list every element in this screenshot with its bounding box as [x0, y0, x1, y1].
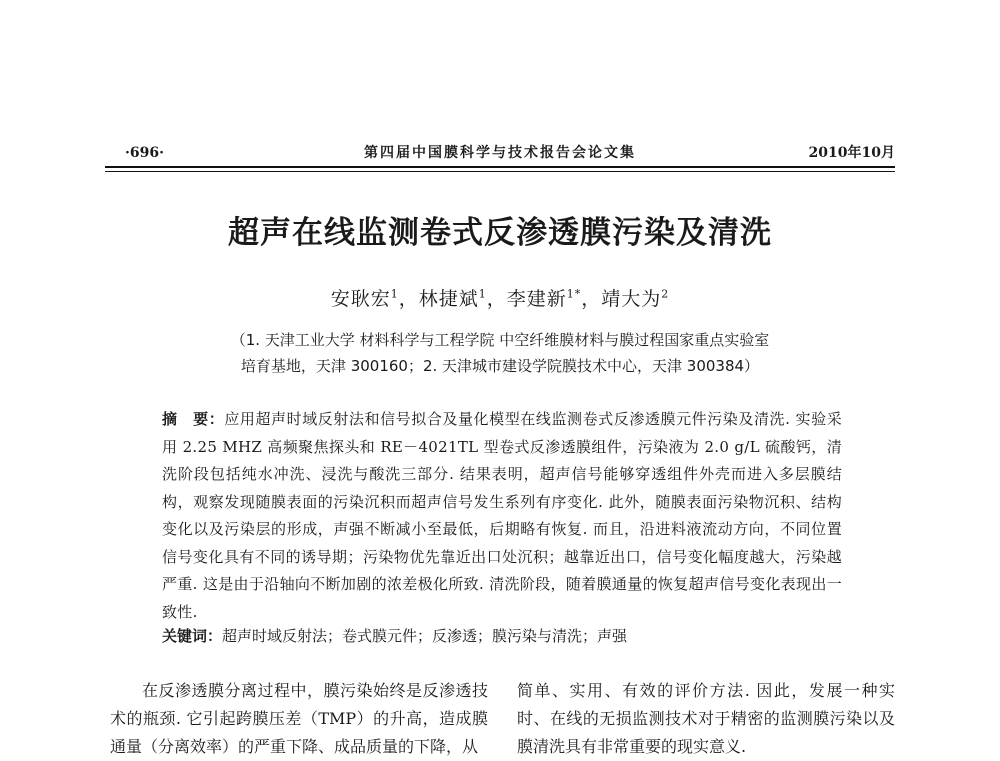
publication-date: 2010年10月 [808, 145, 895, 161]
author-name: 靖大为 [601, 288, 662, 310]
header-rule-thick [105, 166, 895, 168]
abstract-text: 应用超声时域反射法和信号拟合及量化模型在线监测卷式反渗透膜元件污染及清洗. 实验采用 2.25 MHZ 高频聚焦探头和 RE－4021TL 型卷式反渗透膜组件，污染液为 2.0 g/L 硫酸钙，清洗阶段包括纯水冲洗、浸洗与酸洗三部分. 结果表明，超声信号能够穿透组件外壳而进入多层膜结构，观察发现随膜表面的污染沉积而超声信号发生系列有序变化. 此外，随膜表面污染物沉积、结构变化以及污染层的形成，声强不断减小至最低，后期略有恢复. 而且，沿进料液流动方向，不同位置信号变化具有不同的诱导期；污染物优先靠近出口处沉积；越靠近出口，信号变化幅度越大，污染越严重. 这是由于沿轴向不断加剧的浓差极化所致. 清洗阶段，随着膜通量的恢复超声信号变化表现出一致性. [162, 410, 842, 621]
page-number: ·696· [125, 145, 164, 161]
affiliation-line-2: 培育基地，天津 300160；2. 天津城市建设学院膜技术中心，天津 300384） [240, 357, 760, 375]
author-name: 李建新 [506, 288, 567, 310]
author-name: 林捷斌 [418, 288, 479, 310]
proceedings-name: 第四届中国膜科学与技术报告会论文集 [364, 145, 636, 161]
running-header [105, 141, 895, 167]
author-mark: 1 [390, 287, 399, 301]
body-right-column [517, 677, 895, 761]
author-mark: 1* [566, 287, 582, 301]
body-paragraph: 简单、实用、有效的评价方法. 因此，发展一种实时、在线的无损监测技术对于精密的监测膜污染以及膜清洗具有非常重要的现实意义. [517, 681, 895, 756]
abstract-label: 摘 要： [162, 410, 225, 428]
keywords-text: 超声时域反射法；卷式膜元件；反渗透；膜污染与清洗；声强 [222, 627, 628, 645]
keywords-label: 关键词： [162, 627, 223, 645]
keywords [162, 624, 842, 648]
abstract [162, 406, 842, 626]
author-name: 安耿宏 [330, 288, 391, 310]
affiliation-line-1: （1. 天津工业大学 材料科学与工程学院 中空纤维膜材料与膜过程国家重点实验室 [230, 331, 770, 349]
body-left-column: 在反渗透膜分离过程中，膜污染始终是反渗透技术的瓶颈. 它引起跨膜压差（TMP）的升高，造成膜通量（分离效率）的严重下降、成品质量的下降，从 [110, 681, 488, 756]
paper-title: 超声在线监测卷式反渗透膜污染及清洗 [228, 215, 772, 251]
header-rule-thin [105, 171, 895, 172]
author-mark: 2 [661, 287, 670, 301]
author-mark: 1 [478, 287, 487, 301]
author-list: 安耿宏$^1$，林捷斌$^1$，李建新$^{1*}$，靖大为$^2$ [330, 287, 670, 310]
